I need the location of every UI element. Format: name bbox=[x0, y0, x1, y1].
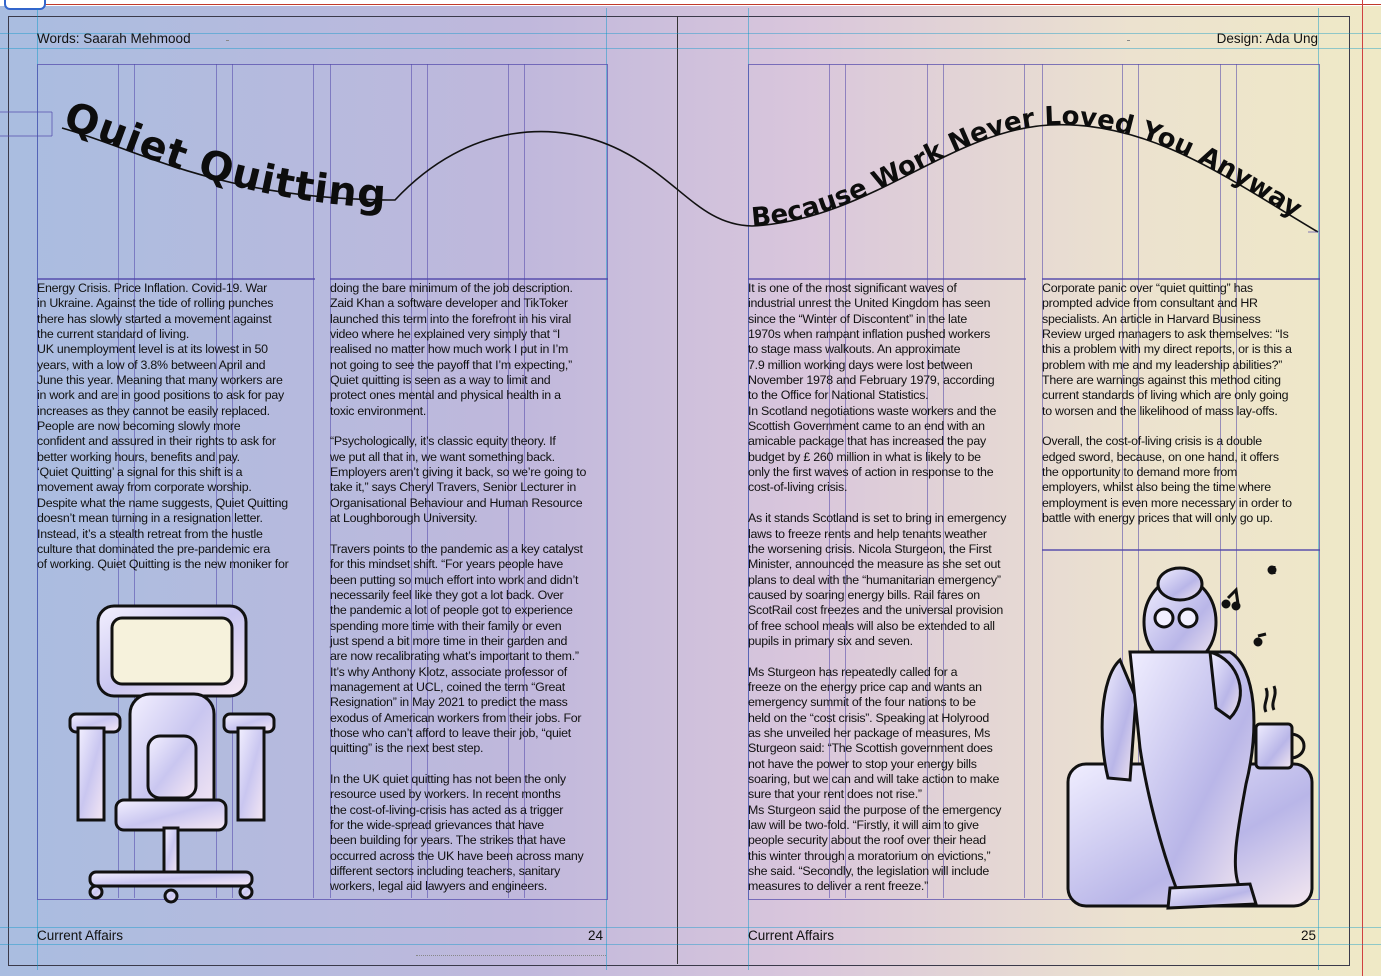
relaxing-person-illustration bbox=[1060, 548, 1322, 910]
words-credit: Words: Saarah Mehmood bbox=[37, 31, 191, 46]
design-credit: Design: Ada Ung bbox=[1216, 31, 1318, 46]
article-column-3: It is one of the most significant waves of industrial unrest the United Kingdom has seen since the “Winter of Discontent” in the late 1970s when rampant inflation pushed workers to stage mass walkouts. An approximate 7.9 million working days were lost between November 1978 and February 1979, according to the Office for National Statistics. In Scotland negotiations waste workers and the Scottish Government came to an end with an amicable package that has increased the pay budget by £ 260 million in what is likely to be only the first waves of action in response to the cost-of-living crisis. As it stands Scotland is set to bring in emergency laws to freeze rents and help tenants weather the worsening crisis. Nicola Sturgeon, the First Minister, announced the measure as she set out plans to deal with the “humanitarian emergency” caused by soaring energy bills. Rail fares on ScotRail cost freezes and the universal provision of free school meals will also be extended to all pupils in primary six and seven. Ms Sturgeon has repeatedly called for a freeze on the energy price cap and wants an emergency summit of the four nations to be held on the “cost crisis”. Speaking at Holyrood as she unveiled her package of measures, Ms Sturgeon said: “The Scottish government does not have the power to stop your energy bills soaring, but we can and will take action to make sure that your rent does not rise.” Ms Sturgeon said the purpose of the emergency law will be two-fold. “Firstly, it will aim to give people security about the roof over their head this winter through a moratorium on evictions,” she said. “Secondly, the legislation will include measures to deliver a rent freeze.” bbox=[748, 281, 1007, 894]
footer-section-right: Current Affairs bbox=[748, 928, 835, 943]
column-top-rule bbox=[748, 278, 1026, 280]
article-column-4: Corporate panic over “quiet quitting” has prompted advice from consultant and HR specialists. An article in Harvard Business Review urged managers to ask themselves: “Is this a problem with my direct reports, or is this a problem with me and my leadership abilities?” There are warnings against this method citing current standards of living which are only going to worsen and the likelihood of mass lay-offs. Overall, the cost-of-living crisis is a double edged sword, because, on one hand, it offers the opportunity to demand more from employers, whilst also being the time where employment is even more necessary in order to battle with energy prices that will only go up. bbox=[1042, 281, 1292, 526]
office-chair-illustration bbox=[60, 596, 280, 908]
article-column-1: Energy Crisis. Price Inflation. Covid-19. War in Ukraine. Against the tide of rolling punches there has slowly started a movement against the current standard of living. UK unemployment level is at its lowest in 50 years, with a low of 3.8% between April and June this year. Meaning that many workers are in work and are in good positions to ask for pay increases as they cannot be easily replaced. People are now becoming slowly more confident and assured in their rights to ask for better working hours, benefits and pay. ‘Quiet Quitting’ a signal for this shift is a movement away from corporate worship. Despite what the name suggests, Quiet Quitting doesn’t mean turning in a resignation letter. Instead, it’s a stealth retreat from the hustle culture that dominated the pre-pandemic era of working. Quiet Quitting is the new moniker for bbox=[37, 281, 289, 572]
page-number-left: 24 bbox=[588, 928, 604, 943]
headline-part1: Quiet Quitting bbox=[58, 93, 389, 219]
guide bbox=[0, 944, 1381, 945]
footer-section-left: Current Affairs bbox=[37, 928, 124, 943]
headline-graphic bbox=[0, 0, 1381, 260]
column-top-rule bbox=[330, 278, 608, 280]
page-number-right: 25 bbox=[1301, 928, 1317, 943]
column-top-rule bbox=[37, 278, 315, 280]
column-top-rule bbox=[1042, 278, 1320, 280]
headline-part2: Because Work Never Loved You Anyway bbox=[749, 101, 1307, 234]
article-column-2: doing the bare minimum of the job description. Zaid Khan a software developer and TikToker launched this term into the forefront in his viral video where he explained very simply that “I realised no matter how much work I put in I’m not going to see the payoff that I’m expecting,” Quiet quitting is seen as a way to limit and protect ones mental and physical health in a toxic environment. “Psychologically, it’s classic equity theory. If we put all that in, we want something back. Employers aren’t giving it back, so we’re going to take it,” says Cheryl Travers, Senior Lecturer in Organisational Behaviour and Human Resource at Loughborough University. Travers points to the pandemic as a key catalyst for this mindset shift. “For years people have been putting so much effort into work and didn’t necessarily feel like they got a lot back. Over the pandemic a lot of people got to experience spending more time with their family or even just spend a bit more time in their garden and are now recalibrating what’s important to them.” It’s why Anthony Klotz, associate professor of management at UCL, coined the term “Great Resignation” in May 2021 to predict the mass exodus of American workers from their jobs. For those who can’t afford to leave their job, “quiet quitting” is the next best step. In the UK quiet quitting has not been the only resource used by workers. In recent months the cost-of-living-crisis has acted as a trigger for the wide-spread grievances that have been building for years. The strikes that have occurred across the UK have been across many different sectors including teachers, sanitary workers, legal aid lawyers and engineers. bbox=[330, 281, 587, 894]
guide bbox=[0, 927, 1381, 928]
footer-dotted-rule bbox=[416, 955, 606, 956]
